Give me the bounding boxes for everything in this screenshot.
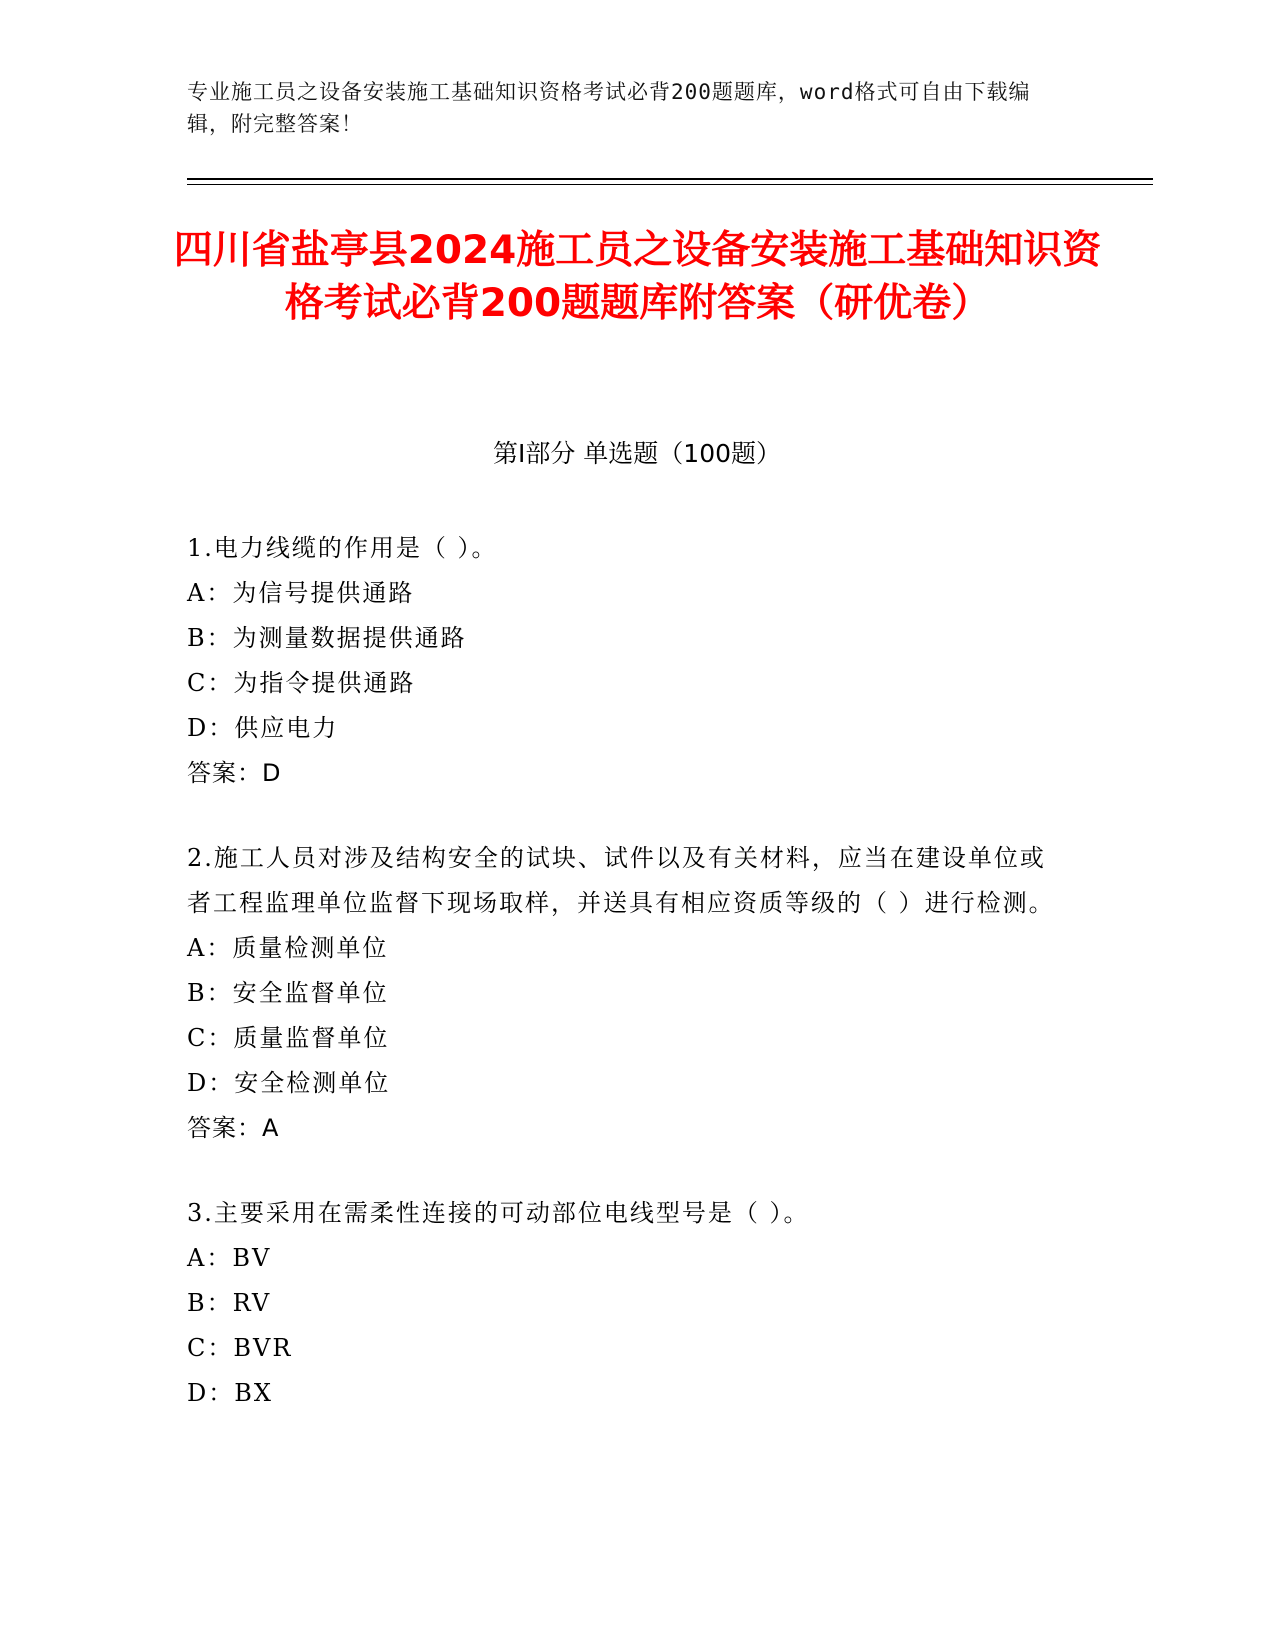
option-a: A：质量检测单位	[187, 934, 389, 962]
question-2	[187, 836, 1067, 1151]
option-c: C：BVR	[187, 1334, 293, 1362]
header-divider-thick	[187, 178, 1153, 180]
section-title: 第Ⅰ部分 单选题（100题）	[492, 439, 782, 468]
answer-line: 答案：D	[187, 759, 282, 787]
question-stem: 2.施工人员对涉及结构安全的试块、试件以及有关材料，应当在建设单位或者工程监理单位监督下现场取样，并送具有相应资质等级的（ ）进行检测。	[187, 844, 1055, 917]
answer-line: 答案：A	[187, 1114, 280, 1142]
option-d: D：供应电力	[187, 714, 339, 742]
option-c: C：为指令提供通路	[187, 669, 416, 697]
header-note: 专业施工员之设备安装施工基础知识资格考试必背200题题库，word格式可自由下载编辑，附完整答案！	[187, 80, 1031, 136]
question-list	[187, 526, 1067, 1456]
option-b: B：为测量数据提供通路	[187, 624, 467, 652]
document-title: 四川省盐亭县2024施工员之设备安装施工基础知识资格考试必背200题题库附答案（研优卷）	[173, 228, 1102, 326]
question-3	[187, 1191, 1067, 1416]
header-divider-thin	[187, 184, 1153, 185]
option-c: C：质量监督单位	[187, 1024, 390, 1052]
option-d: D：BX	[187, 1379, 273, 1407]
question-stem: 3.主要采用在需柔性连接的可动部位电线型号是（ ）。	[187, 1199, 810, 1227]
option-a: A：BV	[187, 1244, 272, 1272]
option-b: B：安全监督单位	[187, 979, 389, 1007]
option-b: B：RV	[187, 1289, 272, 1317]
option-a: A：为信号提供通路	[187, 579, 415, 607]
question-1	[187, 526, 1067, 796]
option-d: D：安全检测单位	[187, 1069, 391, 1097]
question-stem: 1.电力线缆的作用是（ ）。	[187, 534, 498, 562]
